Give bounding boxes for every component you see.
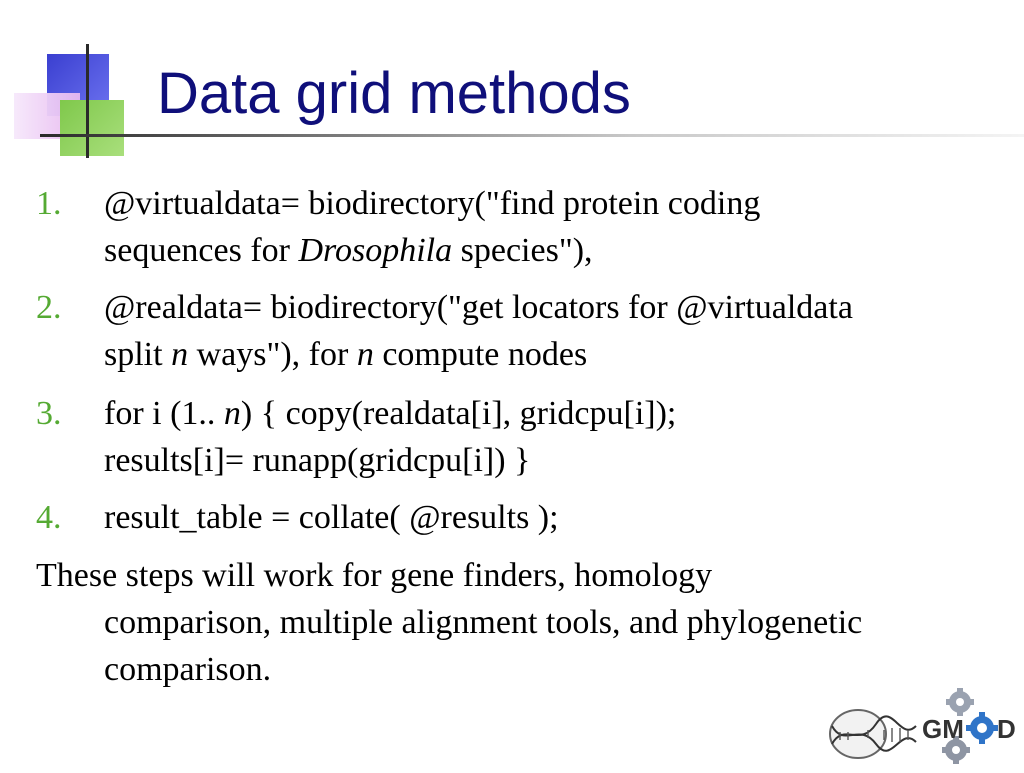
list-number: 3. [36,395,62,432]
slide-title: Data grid methods [157,61,631,126]
item-line [104,331,1004,378]
text-run: split [104,336,172,373]
list-item [104,494,1004,541]
italic-text: n [171,336,189,373]
italic-text: n [223,395,241,432]
italic-text: n [356,336,374,373]
gear-icon [920,688,1024,768]
gmod-logo-text-d: D [997,714,1016,744]
item-line [104,390,1004,437]
dna-logo-icon [824,702,920,762]
paragraph-line: comparison. [104,651,272,688]
text-run: ) { copy(realdata[i], gridcpu[i]); [240,395,677,432]
list-item [104,180,1004,274]
italic-text: Drosophila [298,232,453,269]
gmod-logo [920,688,1024,768]
list-number: 2. [36,289,62,326]
item-line: @virtualdata= biodirectory("find protein coding [104,185,761,222]
summary-paragraph [36,552,1006,693]
text-run: sequences for [104,232,299,269]
paragraph-line: comparison, multiple alignment tools, and phylogenetic [104,604,863,641]
item-line: result_table = collate( @results ); [104,499,559,536]
text-run: species"), [452,232,593,269]
paragraph-line: These steps will work for gene finders, homology [36,557,713,594]
text-run: compute nodes [373,336,588,373]
item-line: results[i]= runapp(gridcpu[i]) } [104,442,531,479]
item-line: @realdata= biodirectory("get locators for @virtualdata [104,289,853,326]
title-underline [40,134,1024,137]
gmod-logo-text-gm: GM [922,714,964,744]
decor-green-square [60,100,124,156]
list-item [104,390,1004,484]
list-item [104,284,1004,378]
text-run: for i (1.. [104,395,224,432]
item-line [104,227,1004,274]
text-run: ways"), for [188,336,357,373]
list-number: 1. [36,185,62,222]
decor-vertical-line [86,44,89,158]
list-number: 4. [36,499,62,536]
